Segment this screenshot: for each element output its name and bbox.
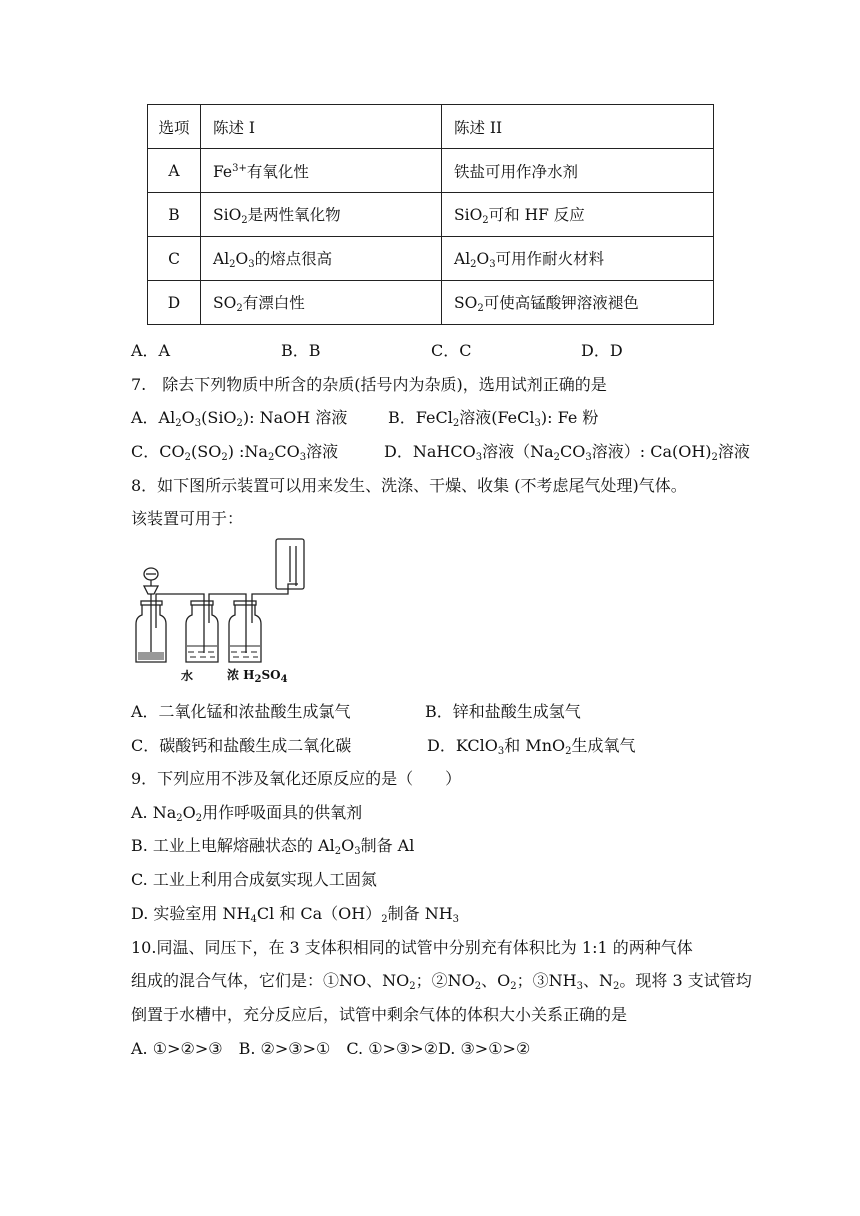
row-statement-1: $Fe^{3+}$有氧化性 xyxy=(201,149,442,193)
table-row xyxy=(148,193,714,237)
q8-options-ab xyxy=(131,699,581,722)
table-row xyxy=(148,149,714,193)
statement-table-body xyxy=(148,105,714,325)
q8-stem-line-2: 该装置可用于： xyxy=(131,509,244,528)
q8-options-cd xyxy=(131,733,636,757)
q7-stem: 7. 除去下列物质中所含的杂质(括号内为杂质)，选用试剂正确的是 xyxy=(131,375,607,394)
table-row xyxy=(148,281,714,325)
q8-option-a: A．二氧化锰和浓盐酸生成氯气 xyxy=(131,702,351,721)
q10-stem-line-1: 10.同温、同压下，在 3 支体积相同的试管中分别充有体积比为 1:1 的两种气体 xyxy=(131,938,693,957)
row-statement-2: $Al_2O_3$可用作耐火材料 xyxy=(442,237,714,281)
q10-stem-line-3: 倒置于水槽中，充分反应后，试管中剩余气体的体积大小关系正确的是 xyxy=(131,1005,628,1024)
q7-option-a: A．$Al_2O_3(SiO_2)$: NaOH 溶液 xyxy=(131,408,348,429)
q7-option-b: B．FeCl$_2$溶液(FeCl$_3$): Fe 粉 xyxy=(388,408,599,429)
q7-options-cd xyxy=(131,439,750,463)
statement-table xyxy=(147,104,714,325)
row-statement-1: $SO_2$有漂白性 xyxy=(201,281,442,325)
header-option: 选项 xyxy=(148,105,201,149)
q6-option-c: C．C xyxy=(431,341,472,360)
row-statement-2: 铁盐可用作净水剂 xyxy=(442,149,714,193)
row-statement-1: SiO$_2$是两性氧化物 xyxy=(201,193,442,237)
header-statement-1: 陈述 I xyxy=(201,105,442,149)
gas-apparatus-diagram xyxy=(130,538,320,684)
q9-option-a: A. $Na_2O_2$用作呼吸面具的供氧剂 xyxy=(131,803,363,824)
label-conc-sulfuric-acid: 浓 $H_2SO_4$ xyxy=(227,668,288,685)
row-option: A xyxy=(148,149,201,193)
label-water: 水 xyxy=(181,669,194,683)
row-statement-2: SiO$_2$可和 HF 反应 xyxy=(442,193,714,237)
q9-option-d: D. 实验室用 $NH_4Cl$ 和 $Ca(OH)_2$制备 $NH_3$ xyxy=(131,904,460,925)
q8-option-b: B．锌和盐酸生成氢气 xyxy=(425,702,581,721)
q9-option-b: B. 工业上电解熔融状态的 $Al_2O_3$制备 Al xyxy=(131,836,415,857)
q8-stem-line-1: 8．如下图所示装置可以用来发生、洗涤、干燥、收集 (不考虑尾气处理)气体。 xyxy=(131,476,687,495)
q10-options: A. ①>②>③ B. ②>③>① C. ①>③>②D. ③>①>② xyxy=(131,1039,531,1058)
row-option: C xyxy=(148,237,201,281)
row-option: D xyxy=(148,281,201,325)
q6-option-d: D．D xyxy=(581,341,623,360)
header-statement-2: 陈述 II xyxy=(442,105,714,149)
q7-option-c: C．$CO_2(SO_2)$ $:Na_2CO_3$溶液 xyxy=(131,442,339,463)
row-option: B xyxy=(148,193,201,237)
q10-stem-line-2: 组成的混合气体，它们是：①NO、$NO_2$；$②NO_2$、$O_2$；$③NH_3$、$N_2$。现将 3 支试管均 xyxy=(131,971,752,992)
q6-option-b: B．B xyxy=(281,341,321,360)
table-row xyxy=(148,237,714,281)
q8-option-d: D．KClO$_3$和 MnO$_2$生成氧气 xyxy=(427,736,636,757)
q6-option-a: A．A xyxy=(131,341,171,360)
q9-stem: 9．下列应用不涉及氧化还原反应的是（ ） xyxy=(131,769,462,788)
row-statement-2: $SO_2$可使高锰酸钾溶液褪色 xyxy=(442,281,714,325)
q9-option-c: C. 工业上利用合成氨实现人工固氮 xyxy=(131,870,377,889)
q7-option-d: D．NaHCO$_3$溶液（$Na_2CO_3$溶液）: $Ca(OH)_2$溶液 xyxy=(384,442,750,463)
q7-options-ab xyxy=(131,405,598,429)
q8-option-c: C．碳酸钙和盐酸生成二氧化碳 xyxy=(131,736,352,755)
table-header-row xyxy=(148,105,714,149)
row-statement-1: $Al_2O_3$的熔点很高 xyxy=(201,237,442,281)
q6-answer-options xyxy=(131,338,731,361)
